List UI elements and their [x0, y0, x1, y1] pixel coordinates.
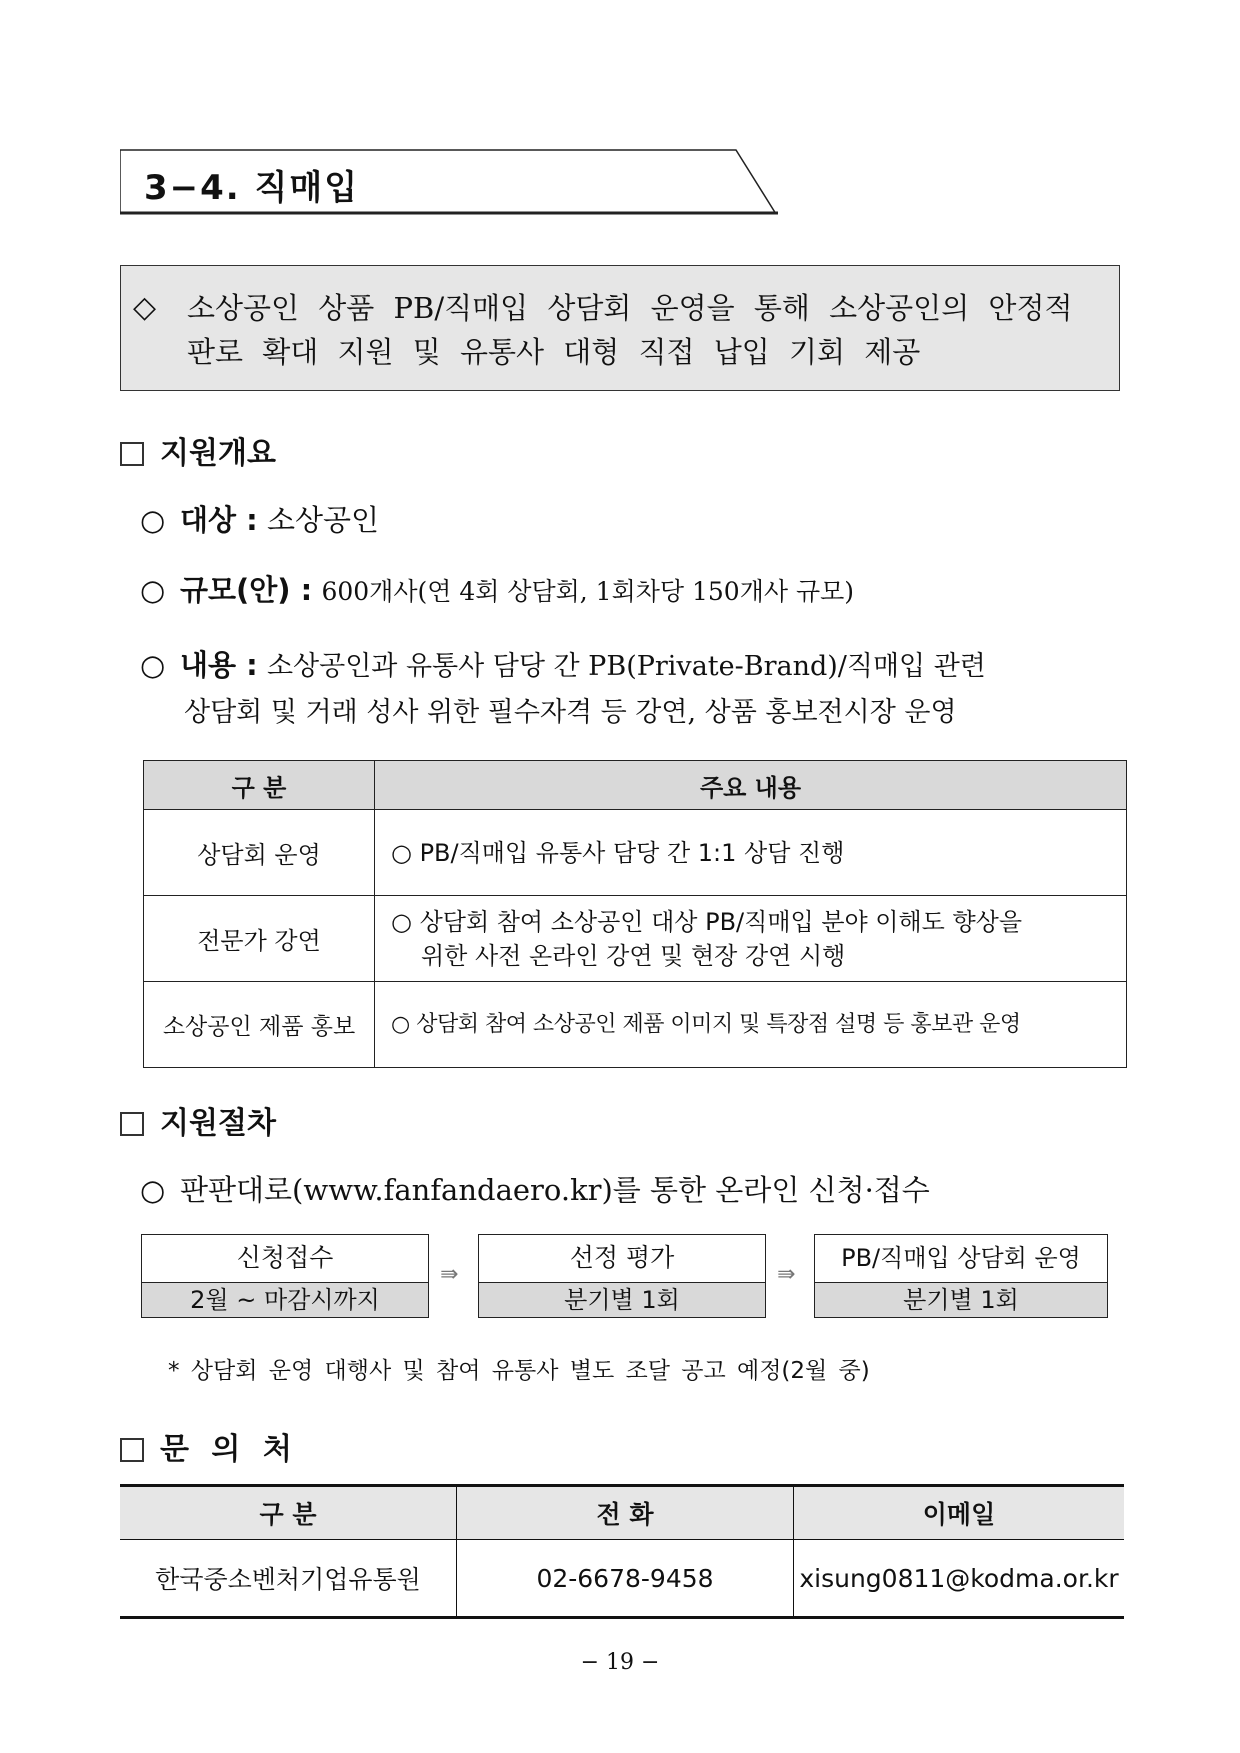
content-line-2: 상담회 및 거래 성사 위한 필수자격 등 강연, 상품 홍보전시장 운영 [184, 697, 957, 728]
support-table [143, 760, 1127, 1068]
flow-step-sub: 분기별 1회 [479, 1283, 765, 1317]
contact-row [120, 1540, 1124, 1618]
contact-table [120, 1484, 1124, 1619]
table-row [144, 810, 1127, 896]
diamond-icon: ◇ [133, 290, 157, 325]
contact-email: xisung0811@kodma.or.kr [794, 1540, 1125, 1618]
checkbox-icon [120, 1112, 144, 1136]
contact-header [120, 1424, 298, 1468]
row-description-line-2: 위한 사전 온라인 강연 및 현장 강연 시행 [421, 941, 846, 970]
section-title: 3−4. 직매입 [144, 168, 360, 208]
row-category: 소상공인 제품 홍보 [144, 982, 375, 1068]
target-value: 소상공인 [266, 503, 380, 537]
contact-org: 한국중소벤처기업유통원 [120, 1540, 457, 1618]
summary-line-2: 판로 확대 지원 및 유통사 대형 직접 납입 기회 제공 [187, 335, 921, 369]
scale-value: 600개사(연 4회 상담회, 1회차당 150개사 규모) [321, 577, 855, 606]
row-category: 상담회 운영 [144, 810, 375, 896]
checkbox-icon [120, 442, 144, 466]
content-label: 내용 : [180, 648, 258, 682]
table-header-content: 주요 내용 [375, 761, 1127, 810]
procedure-line [140, 1168, 930, 1209]
contact-header-row [120, 1486, 1124, 1540]
procedure-text: 판판대로(www.fanfandaero.kr)를 통한 온라인 신청·접수 [180, 1173, 930, 1207]
row-category: 전문가 강연 [144, 896, 375, 982]
contact-header-org: 구 분 [120, 1486, 457, 1540]
row-description [375, 896, 1127, 982]
overview-header [120, 428, 276, 472]
row-description: ○ PB/직매입 유통사 담당 간 1:1 상담 진행 [375, 810, 1127, 896]
flow-step-sub: 분기별 1회 [815, 1283, 1107, 1317]
flow-step-1 [141, 1234, 429, 1318]
summary-line-1: 소상공인 상품 PB/직매입 상담회 운영을 통해 소상공인의 안정적 [187, 291, 1073, 325]
contact-header-phone: 전 화 [457, 1486, 794, 1540]
table-row [144, 982, 1127, 1068]
arrow-right-icon: ⇛ [777, 1262, 796, 1287]
bullet-icon: ○ [140, 573, 166, 607]
flow-step-title: 신청접수 [142, 1235, 428, 1283]
contact-phone: 02-6678-9458 [457, 1540, 794, 1618]
flow-step-title: PB/직매입 상담회 운영 [815, 1235, 1107, 1283]
flow-step-2 [478, 1234, 766, 1318]
section-title-box [120, 148, 780, 216]
summary-box [120, 265, 1120, 391]
checkbox-icon [120, 1438, 144, 1462]
arrow-right-icon: ⇛ [440, 1262, 459, 1287]
bullet-icon: ○ [140, 648, 166, 682]
target-label: 대상 : [180, 503, 258, 537]
scale-label: 규모(안) : [180, 573, 313, 607]
content-line-1: 소상공인과 유통사 담당 간 PB(Private-Brand)/직매입 관련 [266, 651, 986, 682]
contact-header-label: 문 의 처 [160, 1432, 298, 1467]
bullet-icon: ○ [140, 1173, 166, 1207]
procedure-header [120, 1098, 276, 1142]
flow-step-title: 선정 평가 [479, 1235, 765, 1283]
table-row [144, 896, 1127, 982]
row-description: ○ 상담회 참여 소상공인 제품 이미지 및 특장점 설명 등 홍보관 운영 [375, 982, 1127, 1068]
table-header-category: 구 분 [144, 761, 375, 810]
bullet-icon: ○ [140, 503, 166, 537]
procedure-note: * 상담회 운영 대행사 및 참여 유통사 별도 조달 공고 예정(2월 중) [168, 1358, 870, 1384]
contact-header-email: 이메일 [794, 1486, 1125, 1540]
flow-step-sub: 2월 ~ 마감시까지 [142, 1283, 428, 1317]
overview-target [140, 498, 379, 539]
overview-header-label: 지원개요 [160, 436, 276, 471]
flow-step-3 [814, 1234, 1108, 1318]
table-header-row [144, 761, 1127, 810]
overview-content [140, 643, 986, 684]
page-number: − 19 − [580, 1650, 660, 1675]
row-description-line-1: ○ 상담회 참여 소상공인 대상 PB/직매입 분야 이해도 향상을 [391, 907, 1023, 936]
procedure-header-label: 지원절차 [160, 1106, 276, 1141]
overview-scale [140, 568, 854, 609]
